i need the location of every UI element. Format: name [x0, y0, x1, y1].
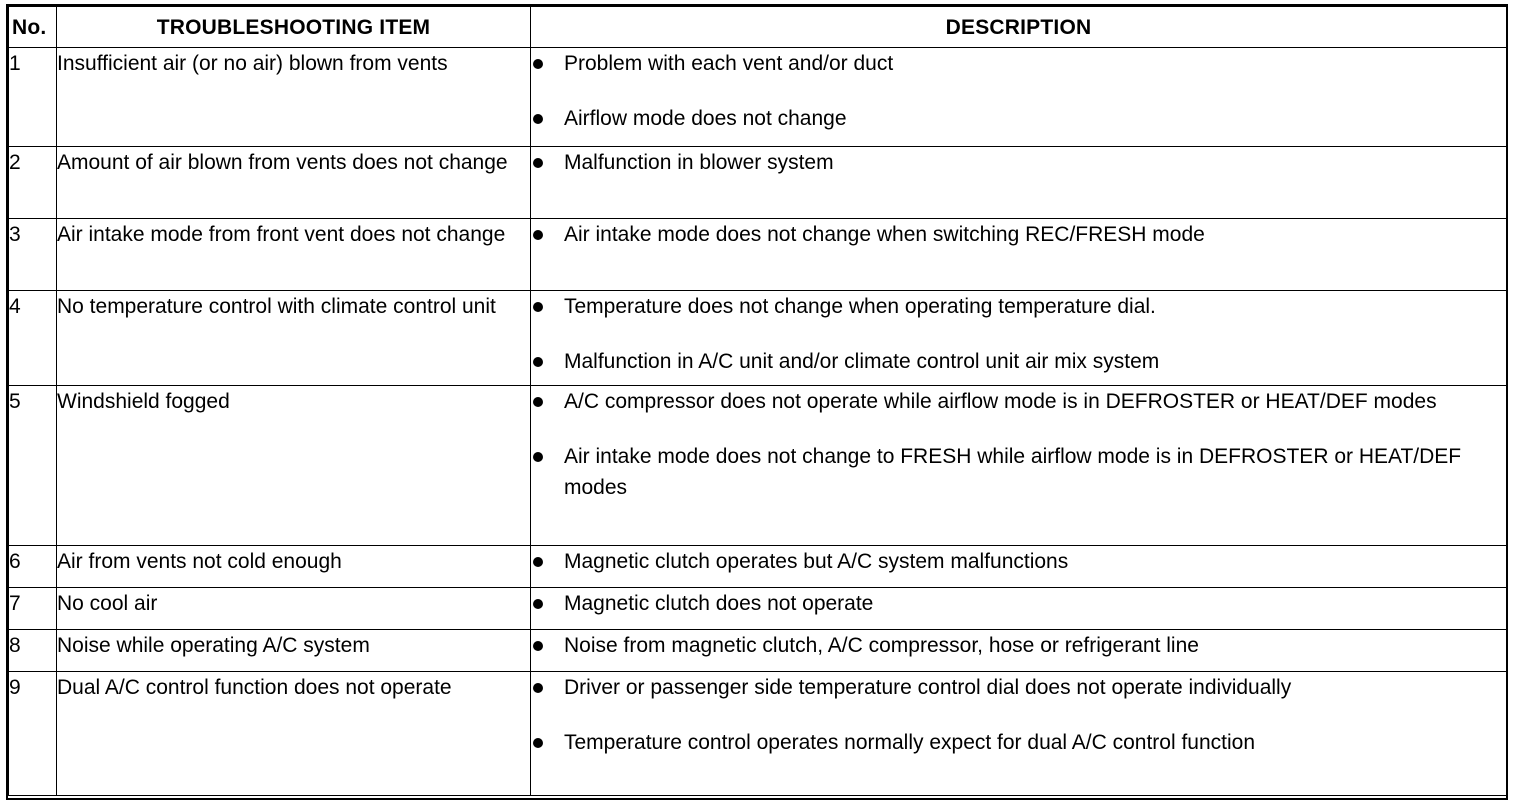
table-row [9, 588, 1507, 630]
description-item: Temperature does not change when operating temperature dial. [531, 291, 1506, 322]
description-item: Air intake mode does not change when switching REC/FRESH mode [531, 219, 1506, 250]
troubleshooting-table [8, 6, 1507, 796]
bullet-icon [533, 59, 543, 69]
bullet-icon [533, 557, 543, 567]
description-cell [531, 672, 1507, 796]
description-cell [531, 48, 1507, 147]
bullet-icon [533, 357, 543, 367]
table-row [9, 386, 1507, 546]
troubleshooting-item: Noise while operating A/C system [57, 630, 531, 672]
bullet-icon [533, 599, 543, 609]
bullet-icon [533, 397, 543, 407]
description-item: Malfunction in A/C unit and/or climate control unit air mix system [531, 346, 1506, 377]
description-cell [531, 219, 1507, 291]
description-item: Driver or passenger side temperature control dial does not operate individually [531, 672, 1506, 703]
row-number: 8 [9, 630, 57, 672]
bullet-icon [533, 158, 543, 168]
table-row [9, 546, 1507, 588]
table-row [9, 672, 1507, 796]
description-item: A/C compressor does not operate while airflow mode is in DEFROSTER or HEAT/DEF modes [531, 386, 1506, 417]
row-number: 6 [9, 546, 57, 588]
description-cell [531, 546, 1507, 588]
troubleshooting-item: Windshield fogged [57, 386, 531, 546]
troubleshooting-item: No cool air [57, 588, 531, 630]
row-number: 5 [9, 386, 57, 546]
table-row [9, 219, 1507, 291]
table-row [9, 147, 1507, 219]
description-cell [531, 147, 1507, 219]
bullet-icon [533, 738, 543, 748]
bullet-icon [533, 230, 543, 240]
table-row [9, 630, 1507, 672]
row-number: 1 [9, 48, 57, 147]
bullet-icon [533, 302, 543, 312]
description-cell [531, 588, 1507, 630]
troubleshooting-item: Dual A/C control function does not operate [57, 672, 531, 796]
description-item: Magnetic clutch operates but A/C system malfunctions [531, 546, 1506, 577]
description-item: Magnetic clutch does not operate [531, 588, 1506, 619]
description-item: Noise from magnetic clutch, A/C compressor, hose or refrigerant line [531, 630, 1506, 661]
troubleshooting-item: Insufficient air (or no air) blown from vents [57, 48, 531, 147]
row-number: 2 [9, 147, 57, 219]
description-item: Problem with each vent and/or duct [531, 48, 1506, 79]
row-number: 3 [9, 219, 57, 291]
header-description: DESCRIPTION [531, 7, 1507, 48]
troubleshooting-item: Air intake mode from front vent does not change [57, 219, 531, 291]
description-cell [531, 291, 1507, 386]
troubleshooting-item: Amount of air blown from vents does not change [57, 147, 531, 219]
description-item: Malfunction in blower system [531, 147, 1506, 178]
description-cell [531, 386, 1507, 546]
bullet-icon [533, 114, 543, 124]
description-cell [531, 630, 1507, 672]
table-row [9, 48, 1507, 147]
description-item: Air intake mode does not change to FRESH while airflow mode is in DEFROSTER or HEAT/DEF modes [531, 441, 1506, 503]
header-troubleshooting-item: TROUBLESHOOTING ITEM [57, 7, 531, 48]
row-number: 4 [9, 291, 57, 386]
troubleshooting-item: Air from vents not cold enough [57, 546, 531, 588]
bullet-icon [533, 452, 543, 462]
row-number: 7 [9, 588, 57, 630]
header-no: No. [9, 7, 57, 48]
bullet-icon [533, 683, 543, 693]
description-item: Airflow mode does not change [531, 103, 1506, 134]
header-row [9, 7, 1507, 48]
bullet-icon [533, 641, 543, 651]
row-number: 9 [9, 672, 57, 796]
table-row [9, 291, 1507, 386]
description-item: Temperature control operates normally expect for dual A/C control function [531, 727, 1506, 758]
troubleshooting-item: No temperature control with climate control unit [57, 291, 531, 386]
